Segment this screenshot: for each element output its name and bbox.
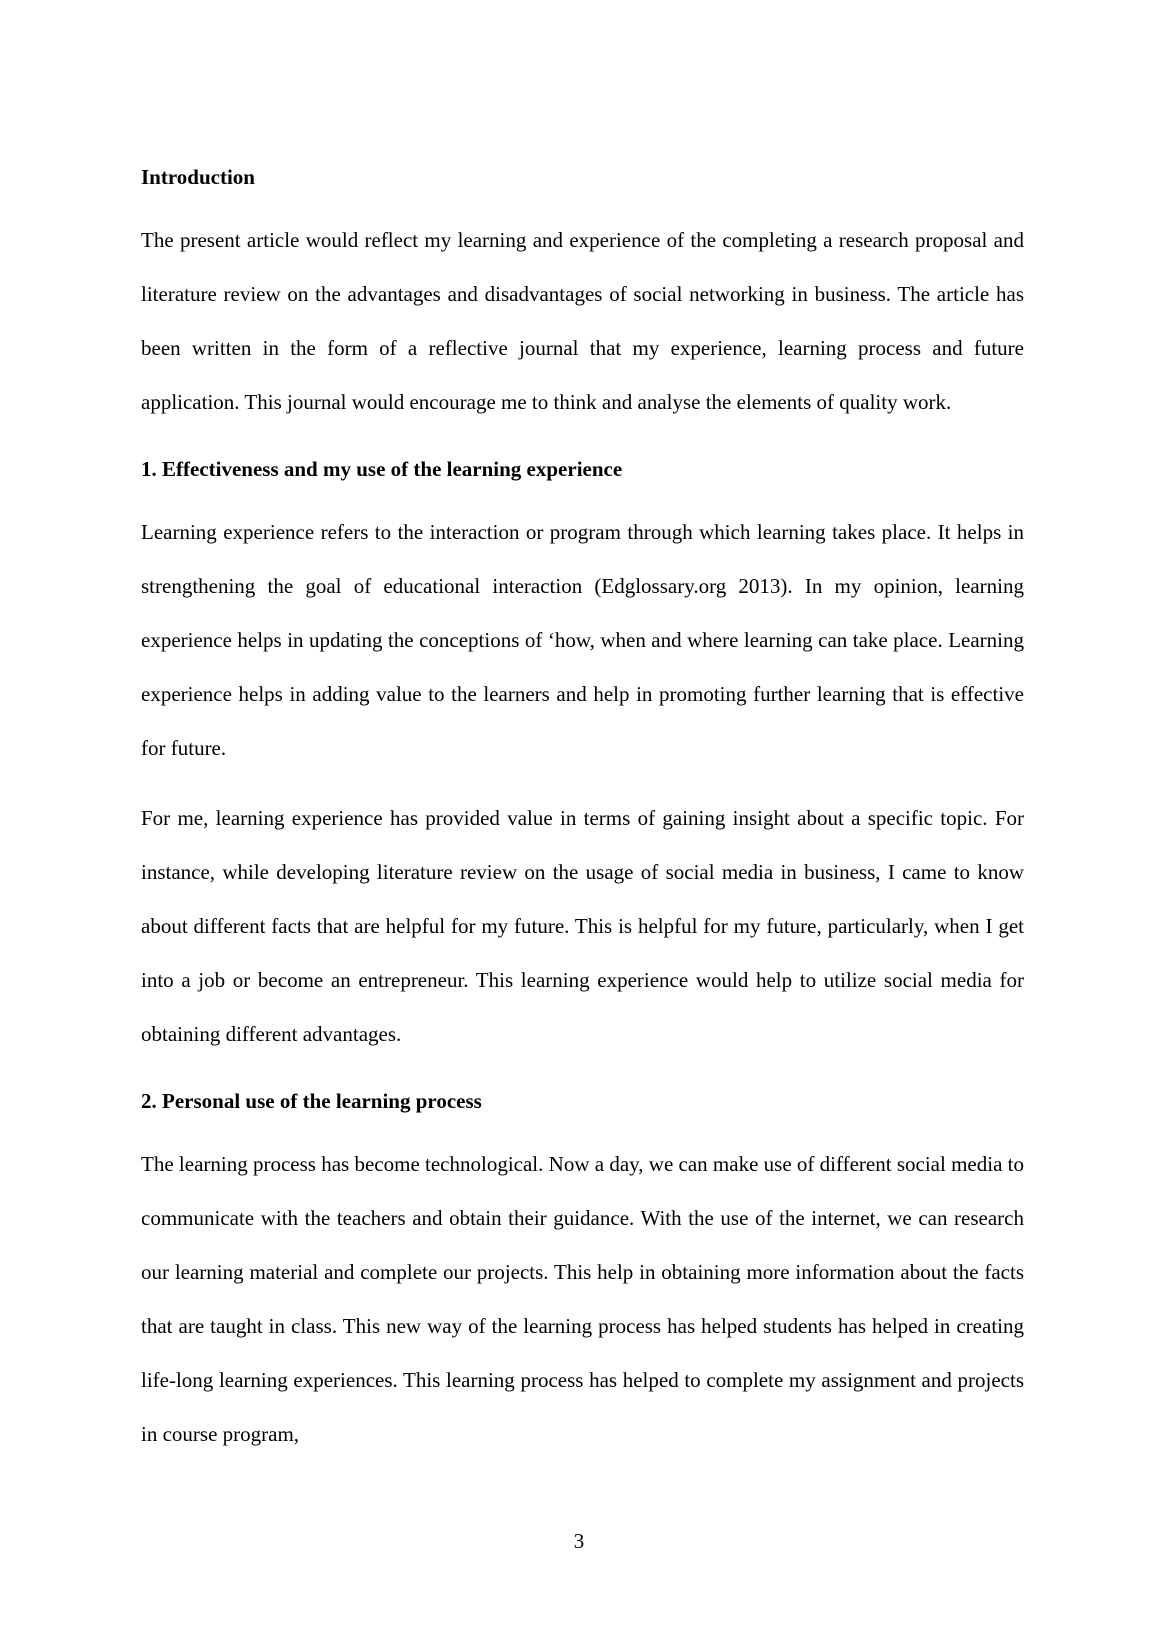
- section-heading: 2. Personal use of the learning process: [141, 1089, 482, 1113]
- section-personal-use: [141, 1084, 1024, 1461]
- paragraph: The learning process has become technological. Now a day, we can make use of different social media to communicate with the teachers and obtain their guidance. With the use of the internet, we can research our learning material and complete our projects. This help in obtaining more information about the facts that are taught in class. This new way of the learning process has helped students has helped in creating life-long learning experiences. This learning process has helped to complete my assignment and projects in course program,: [141, 1152, 1024, 1446]
- document-body: [141, 160, 1024, 1461]
- section-introduction: [141, 160, 1024, 429]
- section-heading: 1. Effectiveness and my use of the learning experience: [141, 457, 623, 481]
- paragraph: Learning experience refers to the interaction or program through which learning takes place. It helps in strengthening the goal of educational interaction (Edglossary.org 2013). In my opinion, learning experience helps in updating the conceptions of ‘how, when and where learning can take place. Learning experience helps in adding value to the learners and help in promoting further learning that is effective for future.: [141, 520, 1024, 760]
- page-number: 3: [573, 1529, 585, 1553]
- section-heading: Introduction: [141, 165, 255, 189]
- paragraph: For me, learning experience has provided value in terms of gaining insight about a specific topic. For instance, while developing literature review on the usage of social media in business, I came to know about different facts that are helpful for my future. This is helpful for my future, particularly, when I get into a job or become an entrepreneur. This learning experience would help to utilize social media for obtaining different advantages.: [141, 806, 1024, 1046]
- section-effectiveness: [141, 452, 1024, 1061]
- paragraph: The present article would reflect my learning and experience of the completing a research proposal and literature review on the advantages and disadvantages of social networking in business. The article has been written in the form of a reflective journal that my experience, learning process and future application. This journal would encourage me to think and analyse the elements of quality work.: [141, 228, 1024, 414]
